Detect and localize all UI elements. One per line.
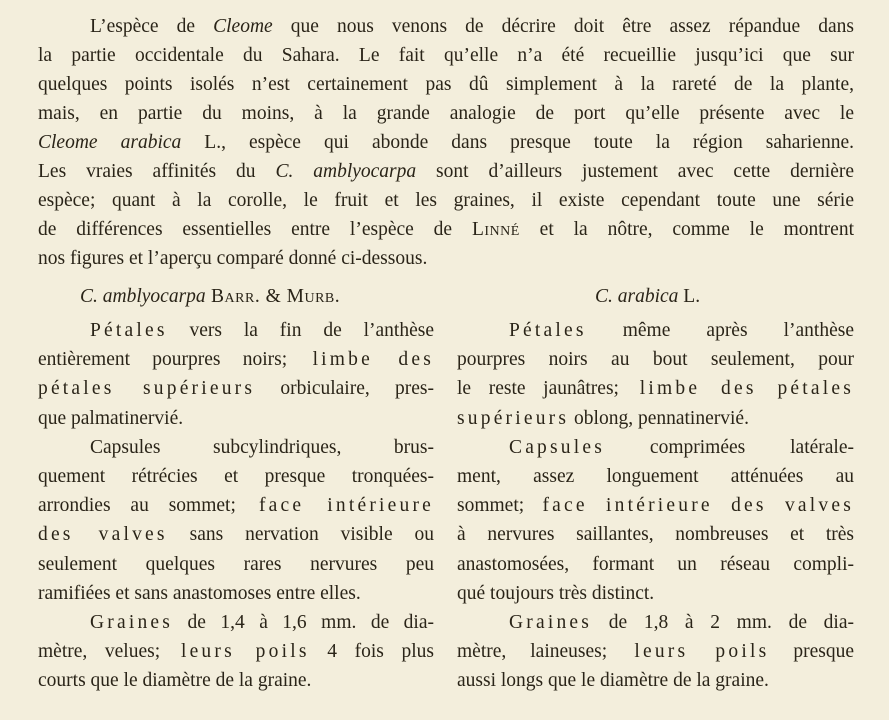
text-line: la partie occidentale du Sahara. Le fait qu’elle n’a été recueillie jusqu’ici que sur <box>38 45 854 66</box>
text-line: qué toujours très distinct. <box>457 582 655 604</box>
text-line: que palmatinervié. <box>38 407 184 429</box>
text-line: Graines de 1,4 à 1,6 mm. de dia- <box>90 611 434 633</box>
text-line: sommet; face intérieure des valves <box>457 495 854 517</box>
text-line: espèce; quant à la corolle, le fruit et les graines, il existe cependant toute une série <box>38 190 854 211</box>
intro-paragraph <box>38 12 854 273</box>
text-line: Cleome arabica L., espèce qui abonde dans presque toute la région saharienne. <box>38 132 854 153</box>
text-line: aussi longs que le diamètre de la graine. <box>457 670 769 692</box>
text-line: Capsules subcylindriques, brus- <box>90 436 434 458</box>
column-heading: C. amblyocarpa Barr. & Murb. <box>80 286 341 307</box>
text-line: arrondies au sommet; face intérieure <box>38 495 434 517</box>
text-line: ramifiées et sans anastomoses entre elles. <box>38 582 361 604</box>
text-line: quement rétrécies et presque tronquées- <box>38 465 434 487</box>
text-line: entièrement pourpres noirs; limbe des <box>38 349 434 371</box>
text-line: anastomosées, formant un réseau compli- <box>457 553 854 575</box>
text-line: seulement quelques rares nervures peu <box>38 553 434 575</box>
text-line: pétales supérieurs orbiculaire, pres- <box>38 378 434 400</box>
text-line: à nervures saillantes, nombreuses et très <box>457 524 854 546</box>
text-line: le reste jaunâtres; limbe des pétales <box>457 378 854 400</box>
text-line: quelques points isolés n’est certainement pas dû simplement à la rareté de la plante, <box>38 74 854 95</box>
text-line: courts que le diamètre de la graine. <box>38 670 312 692</box>
column-heading: C. arabica L. <box>595 286 701 307</box>
text-line: Pétales même après l’anthèse <box>509 320 854 341</box>
text-line: Capsules comprimées latérale- <box>509 436 854 458</box>
text-line: mètre, velues; leurs poils 4 fois plus <box>38 641 434 663</box>
text-line: de différences essentielles entre l’espèce de Linné et la nôtre, comme le montrent <box>38 219 854 240</box>
text-line: des valves sans nervation visible ou <box>38 524 435 546</box>
text-line: mais, en partie du moins, à la grande analogie de port qu’elle présente avec le <box>38 103 854 124</box>
text-line: supérieurs oblong, pennatinervié. <box>457 407 749 429</box>
text-line: L’espèce de Cleome que nous venons de décrire doit être assez répandue dans <box>90 16 854 37</box>
text-line: mètre, laineuses; leurs poils presque <box>457 641 854 663</box>
text-line: Les vraies affinités du C. amblyocarpa sont d’ailleurs justement avec cette dernière <box>38 161 854 182</box>
left-column-amblyocarpa <box>38 282 434 695</box>
text-line: ment, assez longuement atténuées au <box>457 465 854 487</box>
text-line: pourpres noirs au bout seulement, pour <box>457 349 854 371</box>
right-column-arabica <box>457 282 854 695</box>
text-line: nos figures et l’aperçu comparé donné ci-dessous. <box>38 248 428 269</box>
text-line: Pétales vers la fin de l’anthèse <box>90 320 434 341</box>
text-line: Graines de 1,8 à 2 mm. de dia- <box>509 611 854 633</box>
